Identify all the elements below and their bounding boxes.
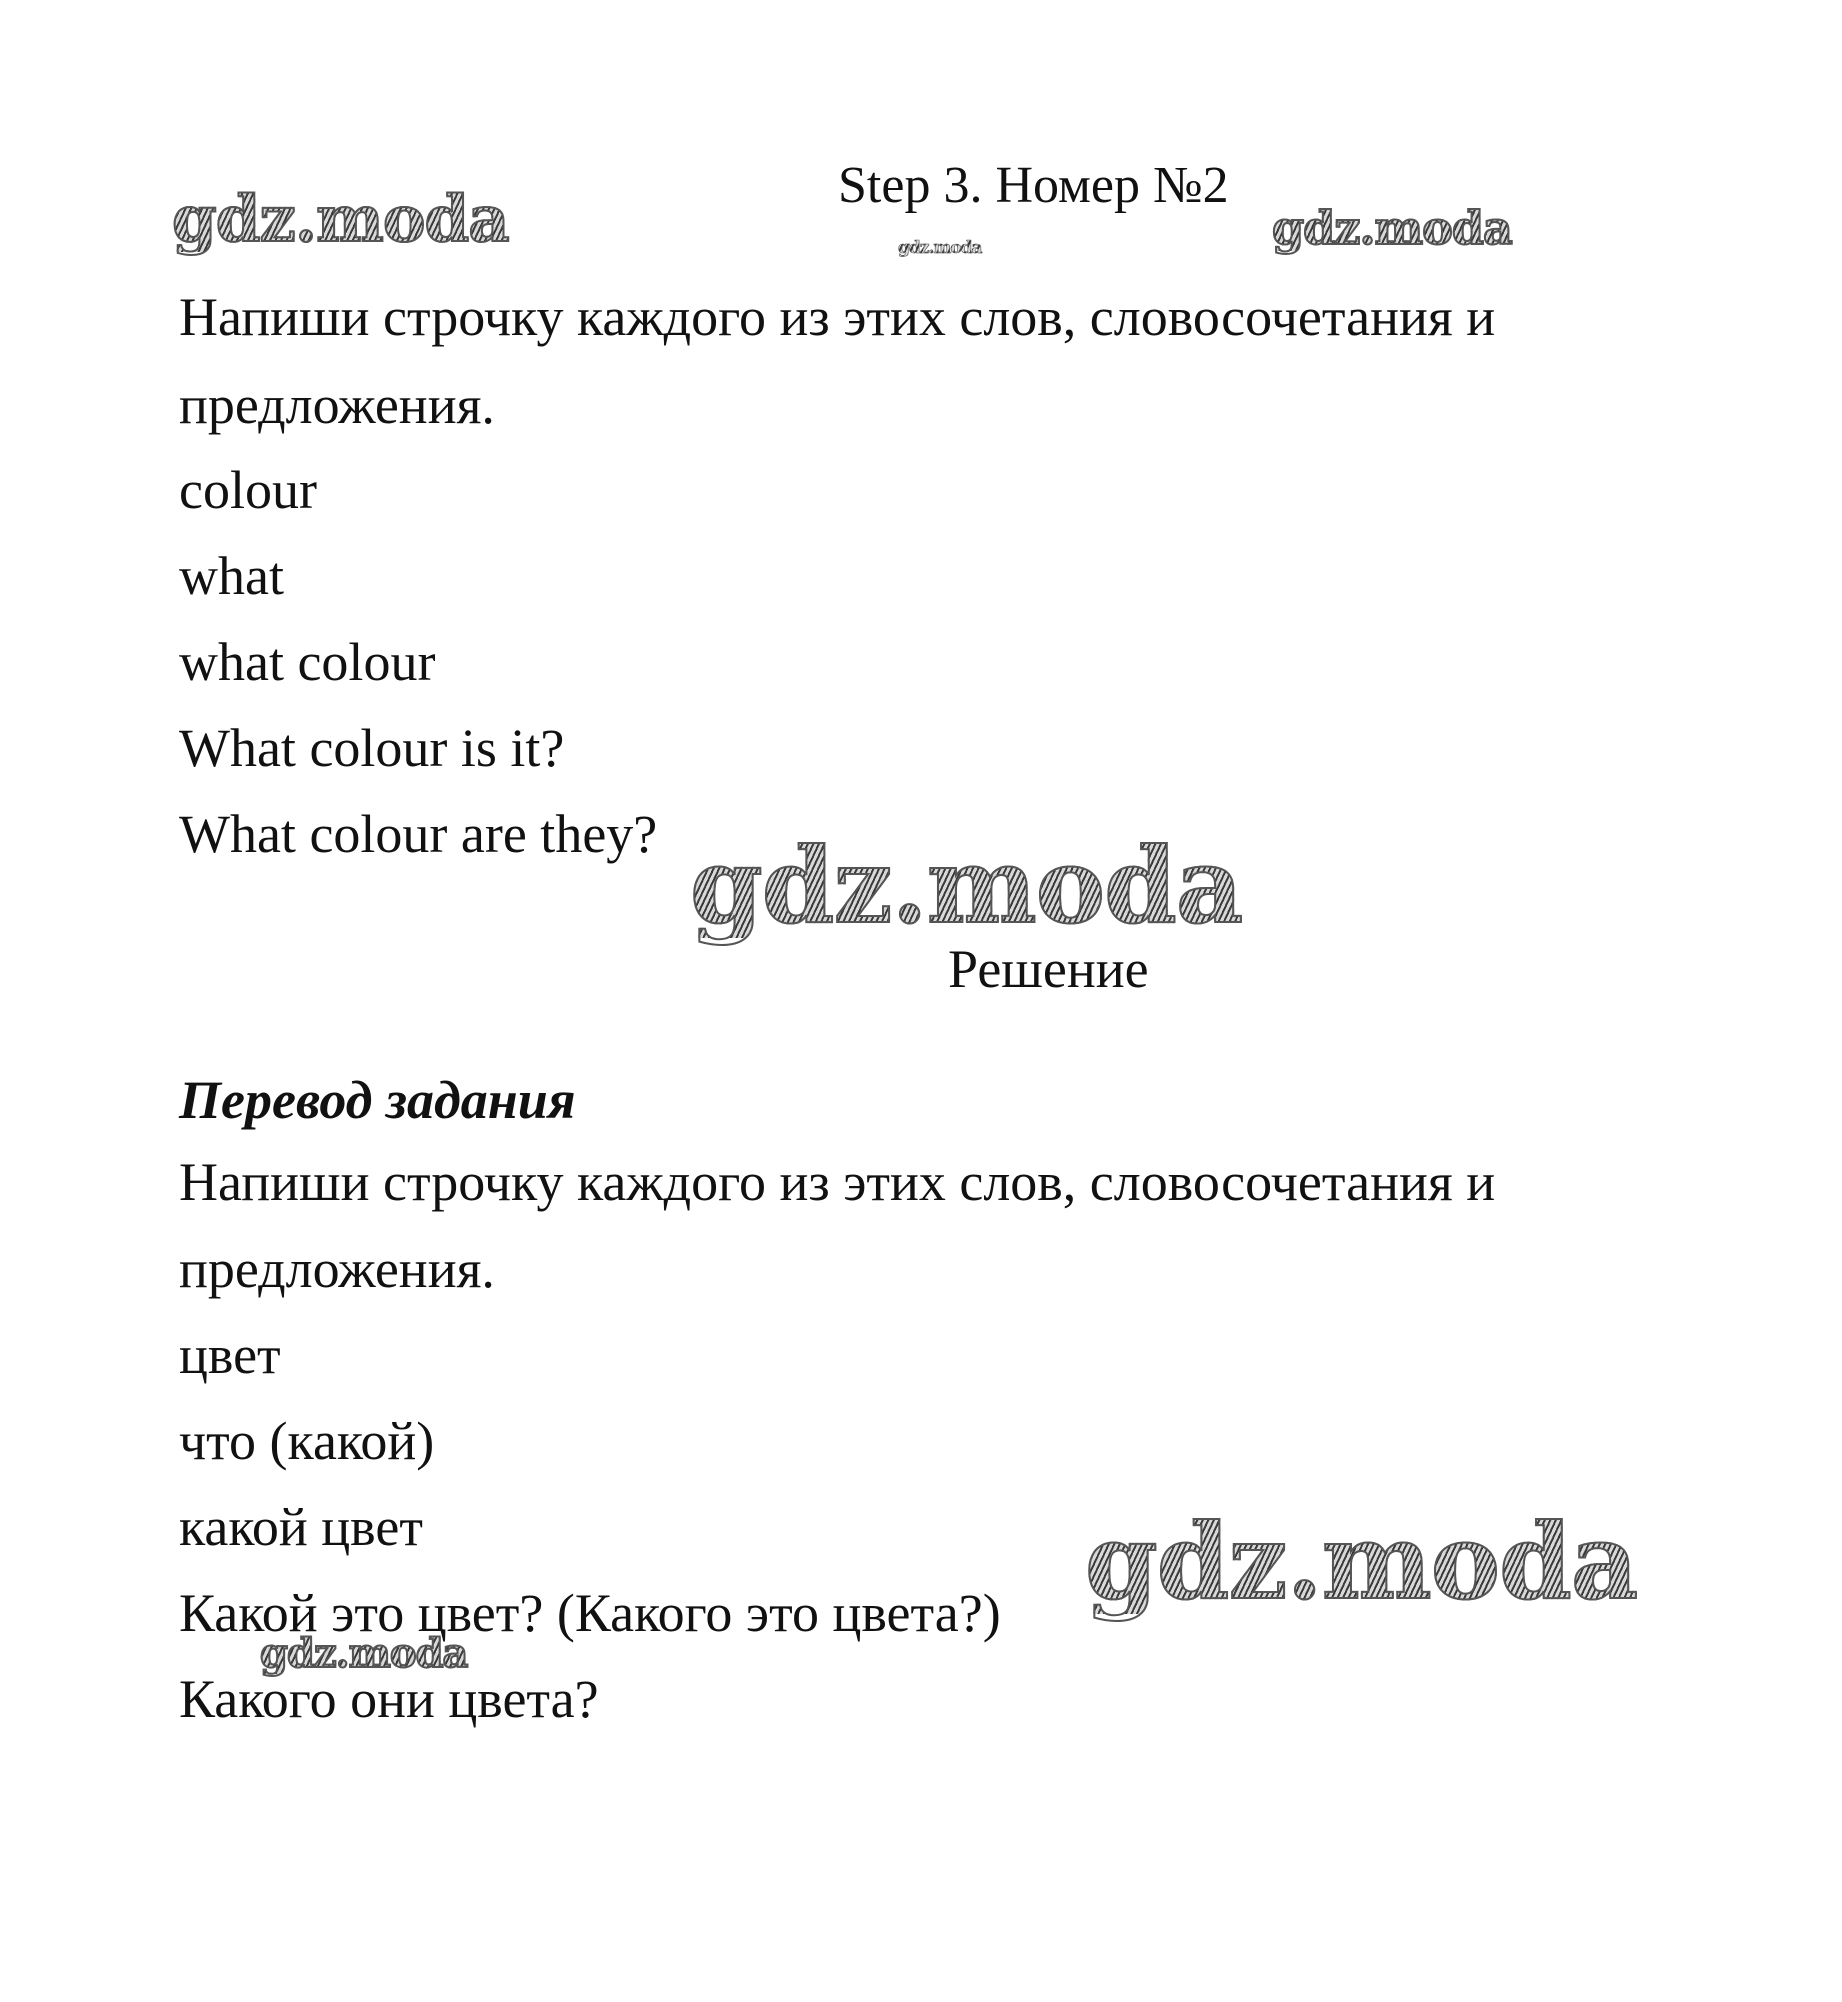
translation-item-tsvet: цвет xyxy=(179,1325,281,1385)
watermark-logo: gdz.moda xyxy=(1085,1500,1638,1623)
task-item-what-colour: what colour xyxy=(179,632,436,692)
watermark-logo: gdz.moda xyxy=(1272,201,1512,255)
task-item-what-colour-are-they: What colour are they? xyxy=(179,804,658,864)
translation-instruction-line2: предложения. xyxy=(179,1239,495,1299)
task-item-what: what xyxy=(179,546,284,606)
translation-instruction-line1: Напиши строчку каждого из этих слов, словосочетания и xyxy=(179,1152,1496,1212)
watermark-logo: gdz.moda xyxy=(690,824,1243,947)
solution-label: Решение xyxy=(948,939,1149,999)
watermark-logo: gdz.moda xyxy=(898,238,982,258)
task-item-what-colour-is-it: What colour is it? xyxy=(179,718,565,778)
page-title: Step 3. Номер №2 xyxy=(838,157,1229,214)
task-instruction-line2: предложения. xyxy=(179,375,495,435)
translation-item-chto-kakoy: что (какой) xyxy=(179,1411,435,1471)
translation-item-kakogo-oni-tsveta: Какого они цвета? xyxy=(179,1669,599,1729)
task-item-colour: colour xyxy=(179,460,317,520)
translation-item-kakoy-tsvet: какой цвет xyxy=(179,1497,423,1557)
task-instruction-line1: Напиши строчку каждого из этих слов, словосочетания и xyxy=(179,287,1496,347)
translation-item-kakoy-eto-tsvet: Какой это цвет? (Какого это цвета?) xyxy=(179,1583,1001,1643)
watermark-logo: gdz.moda xyxy=(260,1630,468,1677)
watermark-logo: gdz.moda xyxy=(172,182,509,257)
translation-heading: Перевод задания xyxy=(179,1070,576,1130)
